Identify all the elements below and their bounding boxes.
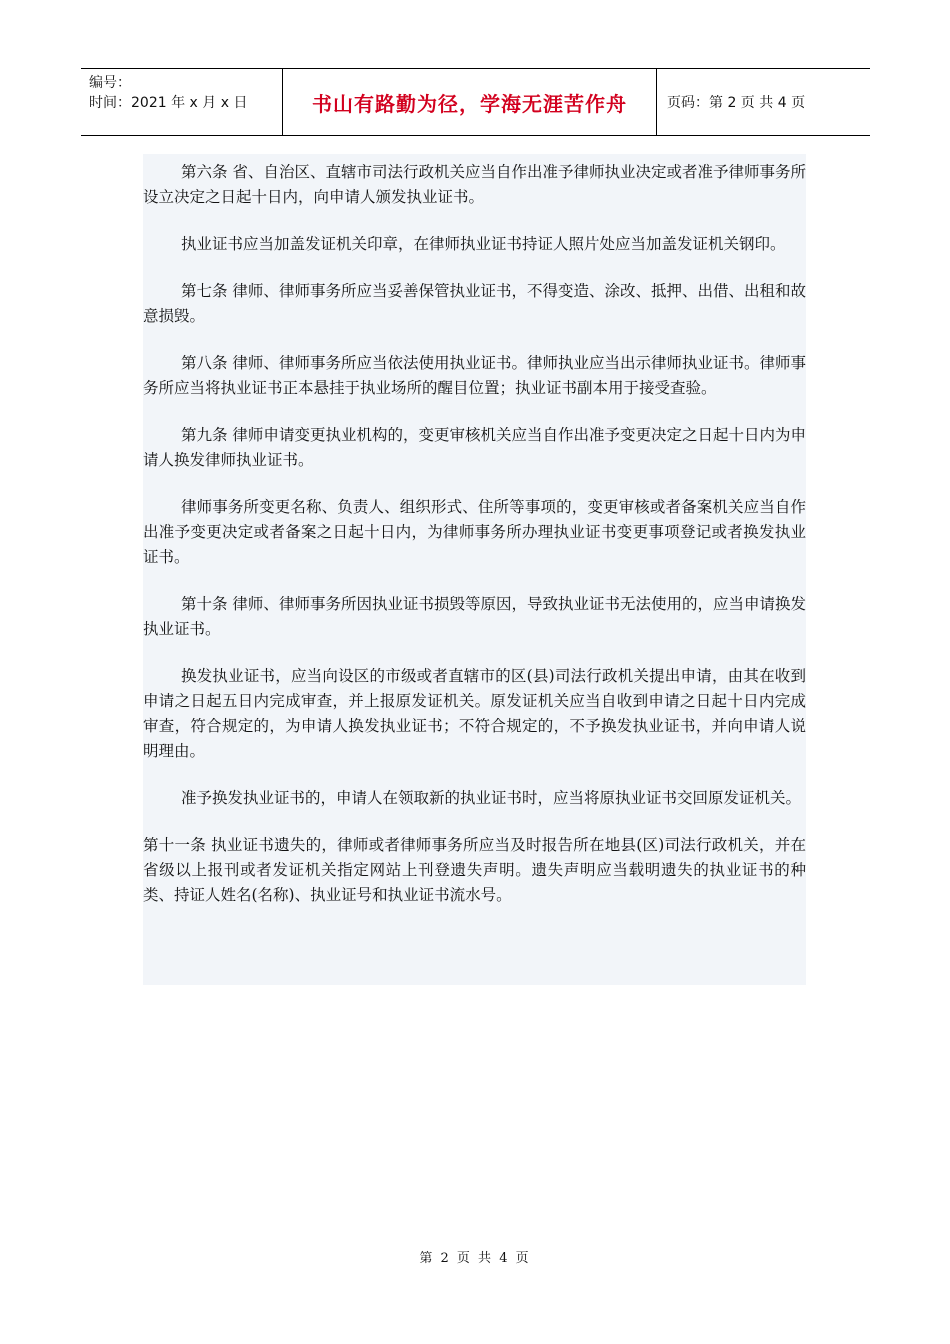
document-body bbox=[143, 154, 806, 985]
paragraph-article-7: 第七条 律师、律师事务所应当妥善保管执业证书，不得变造、涂改、抵押、出借、出租和故意损毁。 bbox=[143, 282, 806, 325]
paragraph-article-9: 第九条 律师申请变更执业机构的，变更审核机关应当自作出准予变更决定之日起十日内为申请人换发律师执业证书。 bbox=[143, 426, 806, 469]
paragraph-article-6: 第六条 省、自治区、直辖市司法行政机关应当自作出准予律师执业决定或者准予律师事务所设立决定之日起十日内，向申请人颁发执业证书。 bbox=[143, 163, 806, 206]
paragraph-article-10: 第十条 律师、律师事务所因执业证书损毁等原因，导致执业证书无法使用的，应当申请换发执业证书。 bbox=[143, 595, 806, 638]
document-header bbox=[81, 68, 870, 136]
paragraph-firm-change: 律师事务所变更名称、负责人、组织形式、住所等事项的，变更审核或者备案机关应当自作出准予变更决定或者备案之日起十日内，为律师事务所办理执业证书变更事项登记或者换发执业证书。 bbox=[143, 498, 806, 566]
document-time-label: 时间：2021 年 x 月 x 日 bbox=[89, 95, 248, 111]
paragraph-article-8: 第八条 律师、律师事务所应当依法使用执业证书。律师执业应当出示律师执业证书。律师事务所应当将执业证书正本悬挂于执业场所的醒目位置；执业证书副本用于接受查验。 bbox=[143, 354, 806, 397]
document-number-label: 编号： bbox=[89, 75, 131, 91]
header-motto: 书山有路勤为径，学海无涯苦作舟 bbox=[283, 69, 657, 135]
page-footer: 第 2 页 共 4 页 bbox=[419, 1251, 531, 1266]
paragraph-reissue: 换发执业证书，应当向设区的市级或者直辖市的区(县)司法行政机关提出申请，由其在收到申请之日起五日内完成审查，并上报原发证机关。原发证机关应当自收到申请之日起十日内完成审查，符合规定的，为申请人换发执业证书；不符合规定的，不予换发执业证书，并向申请人说明理由。 bbox=[143, 667, 806, 760]
paragraph-seal: 执业证书应当加盖发证机关印章，在律师执业证书持证人照片处应当加盖发证机关钢印。 bbox=[181, 235, 786, 253]
header-page-number: 页码：第 2 页 共 4 页 bbox=[667, 95, 806, 111]
header-meta bbox=[81, 69, 283, 135]
paragraph-article-11: 第十一条 执业证书遗失的，律师或者律师事务所应当及时报告所在地县(区)司法行政机关，并在省级以上报刊或者发证机关指定网站上刊登遗失声明。遗失声明应当载明遗失的执业证书的种类、持证人姓名(名称)、执业证号和执业证书流水号。 bbox=[143, 836, 806, 904]
paragraph-return: 准予换发执业证书的，申请人在领取新的执业证书时，应当将原执业证书交回原发证机关。 bbox=[181, 789, 802, 807]
